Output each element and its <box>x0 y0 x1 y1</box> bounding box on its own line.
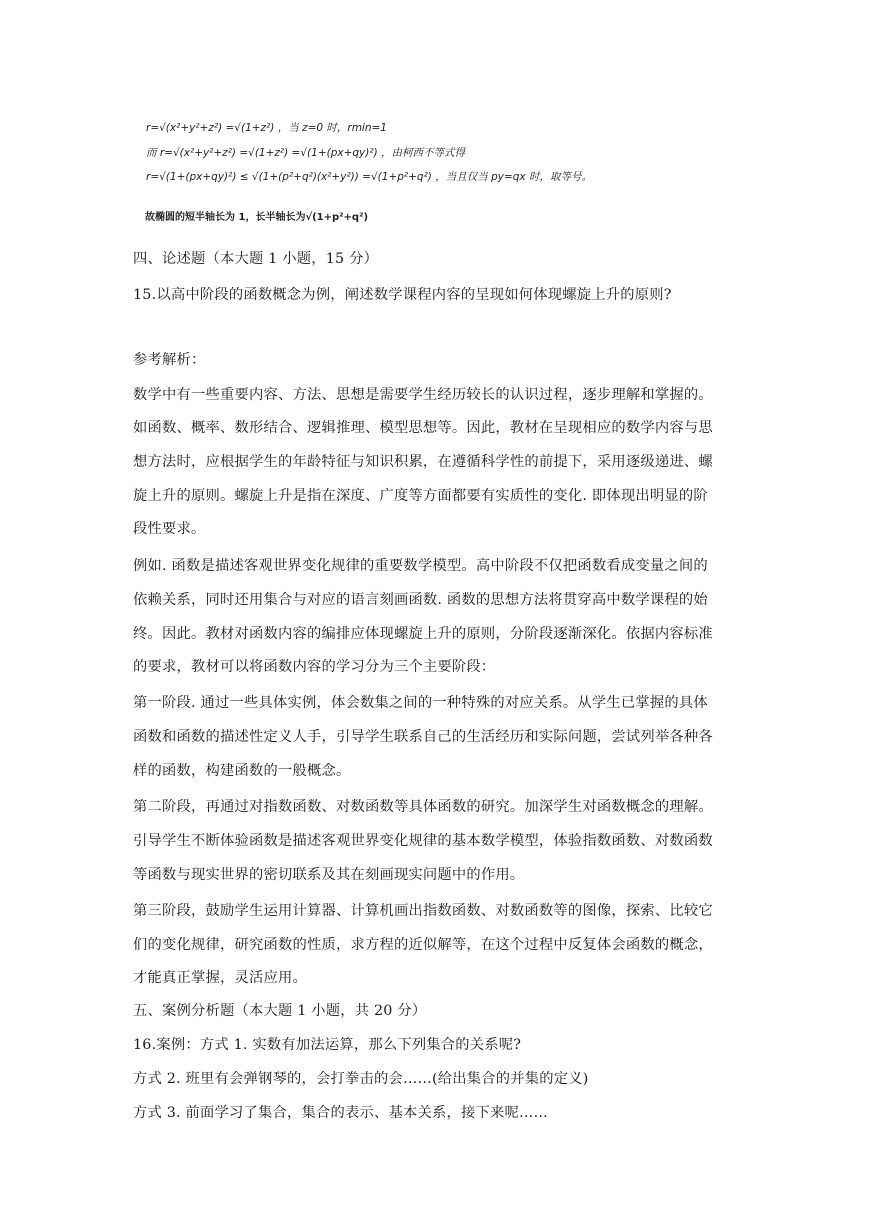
stage-three-line: 才能真正掌握，灵活应用。 <box>133 970 307 986</box>
stage-one-line: 样的函数，构建函数的一般概念。 <box>133 763 351 779</box>
stage-two-line: 引导学生不断体验函数是描述客观世界变化规律的基本数学模型，体验指数函数、对数函数 <box>133 833 713 849</box>
stage-three-line: 第三阶段，鼓励学生运用计算器、计算机画出指数函数、对数函数等的图像，探索、比较它 <box>133 903 713 919</box>
stage-two-line: 第二阶段，再通过对指数函数、对数函数等具体函数的研究。加深学生对函数概念的理解。 <box>133 799 713 815</box>
formula-line-2: 而 r=√(x²+y²+z²) =√(1+z²) =√(1+(px+qy)²) ，由柯西不等式得 <box>146 147 466 159</box>
formula-line-1: r=√(x²+y²+z²) =√(1+z²) ，当 z=0 时，rmin=1 <box>146 122 387 134</box>
question-16-method-3: 方式 3. 前面学习了集合，集合的表示、基本关系，接下来呢…… <box>133 1105 548 1121</box>
stage-two-line: 等函数与现实世界的密切联系及其在刻画现实问题中的作用。 <box>133 867 525 883</box>
answer-paragraph-line: 旋上升的原则。螺旋上升是指在深度、广度等方面都要有实质性的变化. 即体现出明显的阶 <box>133 488 708 504</box>
answer-paragraph-line: 数学中有一些重要内容、方法、思想是需要学生经历较长的认识过程，逐步理解和掌握的。 <box>133 387 713 403</box>
formula-conclusion: 故椭圆的短半轴长为 1，长半轴长为√(1+p²+q²) <box>145 212 369 223</box>
answer-paragraph-line: 的要求，教材可以将函数内容的学习分为三个主要阶段： <box>133 659 496 675</box>
question-16-method-1: 16.案例：方式 1. 实数有加法运算，那么下列集合的关系呢? <box>133 1037 522 1053</box>
answer-paragraph-line: 段性要求。 <box>133 521 206 537</box>
stage-three-line: 们的变化规律，研究函数的性质，求方程的近似解等，在这个过程中反复体会函数的概念， <box>133 937 713 953</box>
formula-line-3: r=√(1+(px+qy)²) ≤ √(1+(p²+q²)(x²+y²)) =√(1+p²+q²) ，当且仅当 py=qx 时，取等号。 <box>146 171 592 183</box>
question-16-method-2: 方式 2. 班里有会弹钢琴的，会打拳击的会……(给出集合的并集的定义) <box>133 1071 589 1087</box>
answer-paragraph-line: 例如. 函数是描述客观世界变化规律的重要数学模型。高中阶段不仅把函数看成变量之间的 <box>133 558 708 574</box>
answer-paragraph-line: 依赖关系，同时还用集合与对应的语言刻画函数. 函数的思想方法将贯穿高中数学课程的始 <box>133 592 708 608</box>
question-15: 15.以高中阶段的函数概念为例，阐述数学课程内容的呈现如何体现螺旋上升的原则? <box>133 287 672 303</box>
stage-one-line: 第一阶段. 通过一些具体实例，体会数集之间的一种特殊的对应关系。从学生已掌握的具体 <box>133 695 708 711</box>
answer-paragraph-line: 如函数、概率、数形结合、逻辑推理、模型思想等。因此，教材在呈现相应的数学内容与思 <box>133 420 713 436</box>
solution-formula-image <box>145 112 592 223</box>
answer-paragraph-line: 终。因此。教材对函数内容的编排应体现螺旋上升的原则，分阶段逐渐深化。依据内容标准 <box>133 626 713 642</box>
answer-paragraph-line: 想方法时，应根据学生的年龄特征与知识积累，在遵循科学性的前提下，采用逐级递进、螺 <box>133 454 713 470</box>
stage-one-line: 函数和函数的描述性定义人手，引导学生联系自己的生活经历和实际问题，尝试列举各种各 <box>133 729 713 745</box>
answer-label: 参考解析： <box>133 352 206 368</box>
section-heading-case-analysis: 五、案例分析题（本大题 1 小题，共 20 分） <box>133 1003 427 1019</box>
section-heading-essay: 四、论述题（本大题 1 小题，15 分） <box>133 251 379 267</box>
